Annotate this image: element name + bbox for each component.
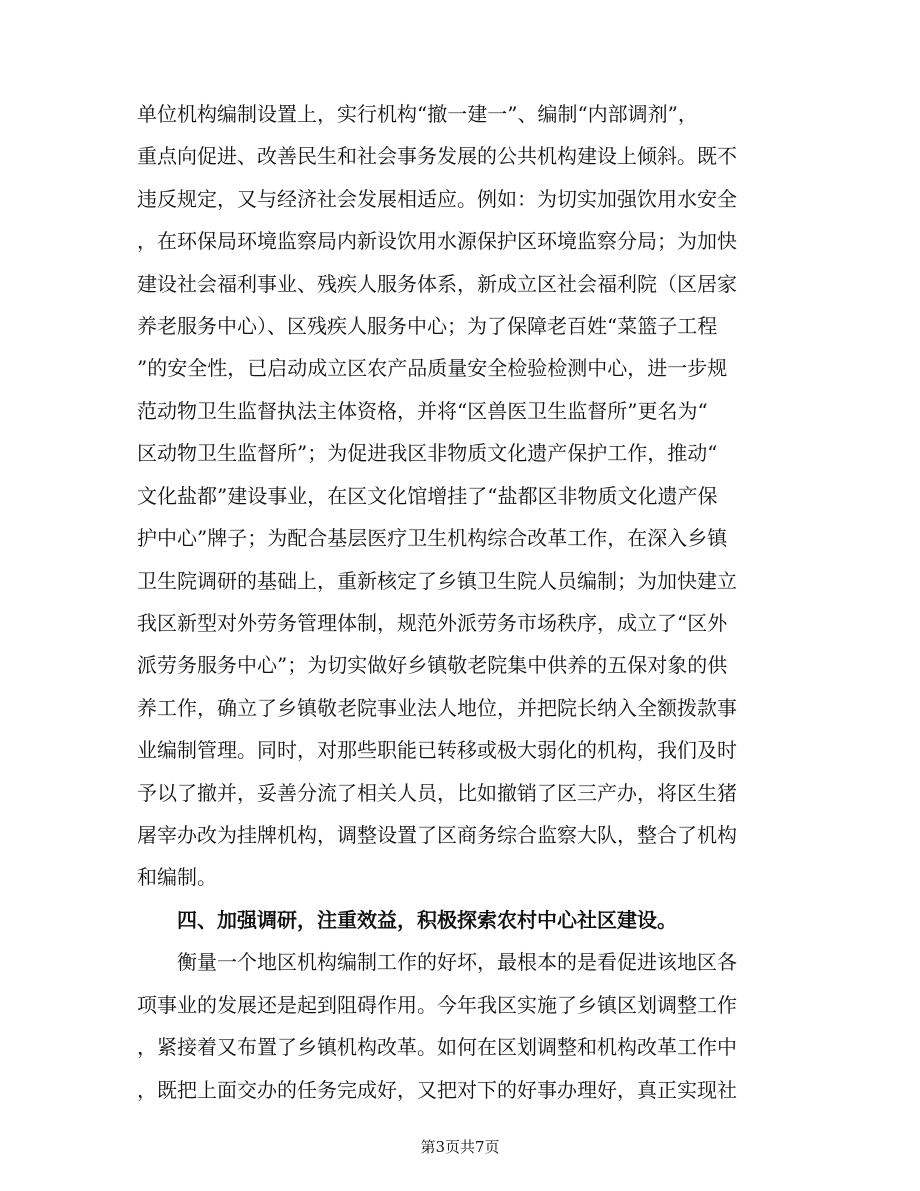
text-line: 业编制管理。同时，对那些职能已转移或极大弱化的机构，我们及时 <box>137 738 737 762</box>
text-line: ，在环保局环境监察局内新设饮用水源保护区环境监察分局；为加快 <box>137 229 737 253</box>
text-line: 卫生院调研的基础上，重新核定了乡镇卫生院人员编制；为加快建立 <box>137 569 737 593</box>
text-line: 重点向促进、改善民生和社会事务发展的公共机构建设上倾斜。既不 <box>137 144 737 168</box>
text-line: 护中心”牌子；为配合基层医疗卫生机构综合改革工作，在深入乡镇 <box>137 526 728 550</box>
page-number: 第3页共7页 <box>420 1138 500 1156</box>
text-line: 违反规定，又与经济社会发展相适应。例如：为切实加强饮用水安全 <box>137 187 737 211</box>
text-line: 范动物卫生监督执法主体资格，并将“区兽医卫生监督所”更名为“ <box>137 399 708 423</box>
text-line: 养老服务中心）、区残疾人服务中心；为了保障老百姓“菜篮子工程 <box>137 314 718 338</box>
text-line: 区动物卫生监督所”；为促进我区非物质文化遗产保护工作，推动“ <box>137 441 718 465</box>
text-line: ，既把上面交办的任务完成好，又把对下的好事办理好，真正实现社 <box>137 1078 737 1102</box>
text-line: ”的安全性，已启动成立区农产品质量安全检验检测中心，进一步规 <box>137 356 728 380</box>
text-line: 单位机构编制设置上，实行机构“撤一建一”、编制“内部调剂”， <box>137 102 698 126</box>
text-line: 衡量一个地区机构编制工作的好坏，最根本的是看促进该地区各 <box>177 950 737 974</box>
text-line: 我区新型对外劳务管理体制，规范外派劳务市场秩序，成立了“区外 <box>137 611 728 635</box>
text-line: 予以了撤并，妥善分流了相关人员，比如撤销了区三产办，将区生猪 <box>137 781 737 805</box>
text-line: 文化盐都”建设事业，在区文化馆增挂了“盐都区非物质文化遗产保 <box>137 484 718 508</box>
text-line: 和编制。 <box>137 865 217 889</box>
text-line: 养工作，确立了乡镇敬老院事业法人地位，并把院长纳入全额拨款事 <box>137 696 737 720</box>
text-line: 建设社会福利事业、残疾人服务体系，新成立区社会福利院（区居家 <box>137 272 737 296</box>
text-line: 屠宰办改为挂牌机构，调整设置了区商务综合监察大队，整合了机构 <box>137 823 737 847</box>
text-line: 派劳务服务中心”；为切实做好乡镇敬老院集中供养的五保对象的供 <box>137 653 728 677</box>
section-heading: 四、加强调研，注重效益，积极探索农村中心社区建设。 <box>177 908 677 932</box>
text-line: 项事业的发展还是起到阻碍作用。今年我区实施了乡镇区划调整工作 <box>137 993 737 1017</box>
text-line: ，紧接着又布置了乡镇机构改革。如何在区划调整和机构改革工作中 <box>137 1035 737 1059</box>
